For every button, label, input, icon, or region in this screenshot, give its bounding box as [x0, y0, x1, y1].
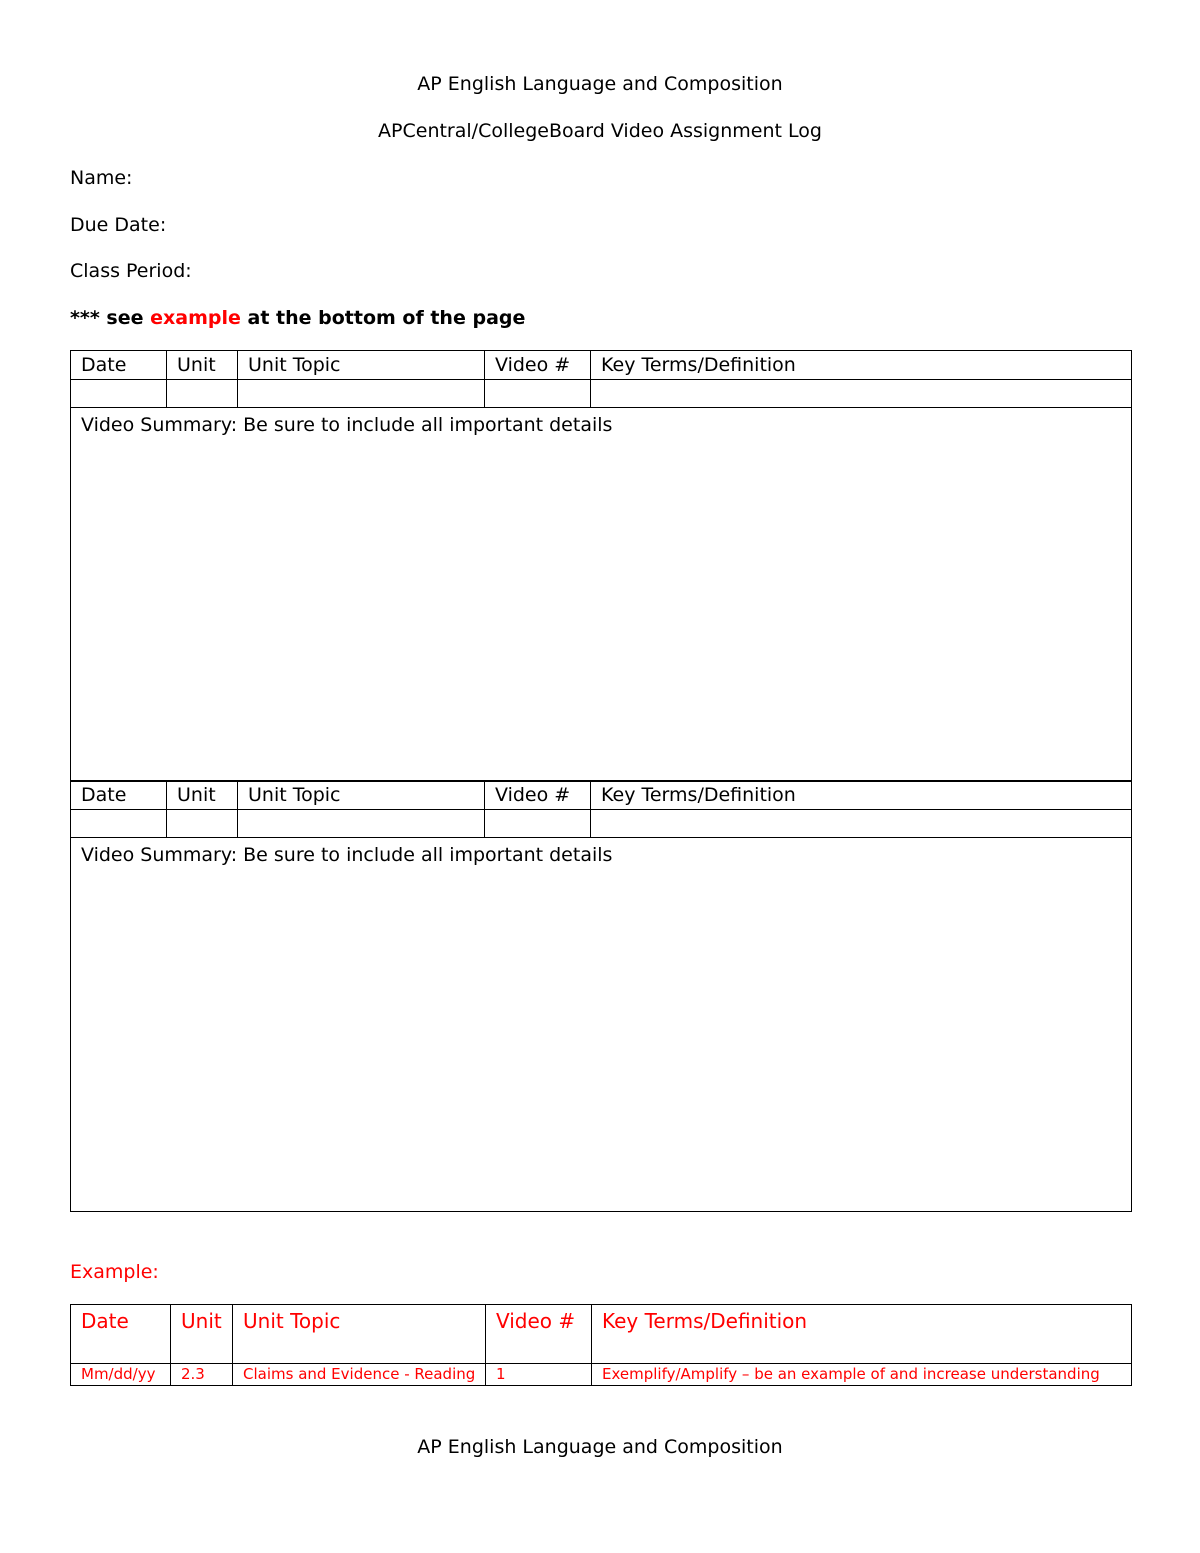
video-summary-label: Video Summary: Be sure to include all important details [81, 414, 613, 436]
example-col-date-header: Date [71, 1305, 171, 1364]
col-unit-header: Unit [167, 781, 238, 810]
example-table [70, 1304, 1132, 1386]
example-unit-topic-cell: Claims and Evidence - Reading [233, 1364, 486, 1386]
example-note-suffix: at the bottom of the page [240, 307, 526, 329]
date-cell[interactable] [71, 810, 167, 838]
log-table-header-row [71, 781, 1132, 810]
col-date-header: Date [71, 781, 167, 810]
example-heading: Example: [70, 1261, 159, 1283]
video-summary-cell[interactable] [71, 408, 1132, 782]
key-terms-cell[interactable] [591, 380, 1132, 408]
example-date-cell: Mm/dd/yy [71, 1364, 171, 1386]
example-note-prefix: *** see [70, 307, 151, 329]
example-col-key-terms-header: Key Terms/Definition [592, 1305, 1132, 1364]
due-date-label: Due Date: [70, 214, 167, 236]
example-col-unit-topic-header: Unit Topic [233, 1305, 486, 1364]
log-table-entry-row [71, 380, 1132, 408]
footer-text: AP English Language and Composition [417, 1436, 783, 1458]
document-subtitle: APCentral/CollegeBoard Video Assignment Log [378, 120, 822, 142]
col-unit-topic-header: Unit Topic [238, 781, 485, 810]
class-period-label: Class Period: [70, 260, 192, 282]
col-unit-topic-header: Unit Topic [238, 351, 485, 380]
example-note-highlight: example [150, 307, 241, 329]
video-summary-label: Video Summary: Be sure to include all important details [81, 844, 613, 866]
document-title: AP English Language and Composition [417, 73, 783, 95]
example-header-row [71, 1305, 1132, 1364]
unit-topic-cell[interactable] [238, 380, 485, 408]
log-table-2 [70, 780, 1132, 1212]
example-note [70, 307, 525, 329]
video-summary-cell[interactable] [71, 838, 1132, 1212]
name-label: Name: [70, 167, 133, 189]
example-col-video-number-header: Video # [486, 1305, 592, 1364]
date-cell[interactable] [71, 380, 167, 408]
log-table-1 [70, 350, 1132, 782]
log-table-header-row [71, 351, 1132, 380]
unit-cell[interactable] [167, 810, 238, 838]
example-col-unit-header: Unit [171, 1305, 233, 1364]
log-table-summary-row [71, 838, 1132, 1212]
col-video-number-header: Video # [485, 781, 591, 810]
example-unit-cell: 2.3 [171, 1364, 233, 1386]
video-number-cell[interactable] [485, 380, 591, 408]
col-key-terms-header: Key Terms/Definition [591, 781, 1132, 810]
unit-topic-cell[interactable] [238, 810, 485, 838]
log-table-summary-row [71, 408, 1132, 782]
example-video-number-cell: 1 [486, 1364, 592, 1386]
col-unit-header: Unit [167, 351, 238, 380]
example-key-terms-cell: Exemplify/Amplify – be an example of and increase understanding [592, 1364, 1132, 1386]
log-table-entry-row [71, 810, 1132, 838]
video-number-cell[interactable] [485, 810, 591, 838]
col-date-header: Date [71, 351, 167, 380]
col-video-number-header: Video # [485, 351, 591, 380]
key-terms-cell[interactable] [591, 810, 1132, 838]
example-data-row [71, 1364, 1132, 1386]
unit-cell[interactable] [167, 380, 238, 408]
col-key-terms-header: Key Terms/Definition [591, 351, 1132, 380]
